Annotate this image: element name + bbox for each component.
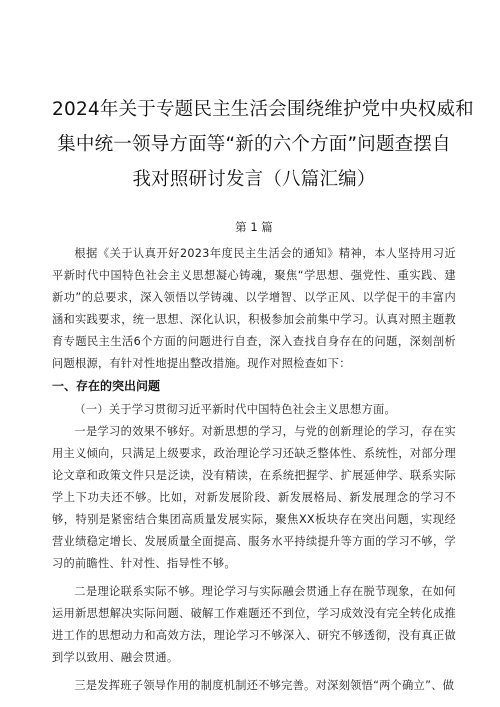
title-line-3: 我对照研讨发言（八篇汇编） [132,169,376,190]
paragraph-point-3: 三是发挥班子领导作用的制度机制还不够完善。对深刻领悟“两个确立”、做 [74,679,455,692]
paragraph-point-2: 二是理论联系实际不够。理论学习与实际融会贯通上存在脱节现象，在如何运用新思想解决实际问题、破解工作难题还不到位，学习成效没有完全转化成推进工作的思想动力和高效方法，理论学习不够深入、研究不够透彻，没有真正做到学以致用、融会贯通。 [52,585,456,664]
chapter-label: 第 1 篇 [235,220,273,234]
section-heading: 一、存在的突出问题 [52,379,161,393]
document-title [52,92,474,197]
title-line-1: 2024年关于专题民主生活会围绕维护党中央权威和 [52,99,474,120]
paragraph-point-1: 一是学习的效果不够好。对新思想的学习，与党的创新理论的学习，存在实用主义倾向，只满足上级要求，政治理论学习还缺乏整体性、系统性，对部分理论文章和政策文件只是泛读，没有精读，在系统把握学、扩展延伸学、联系实际学上下功夫还不够。比如，对新发展阶段、新发展格局、新发展理念的学习不够，特别是紧密结合集团高质量发展实际，聚焦XX板块存在突出问题，实现经营业绩稳定增长、发展质量全面提高、服务水平持续提升等方面的学习不够，学习的前瞻性、针对性、指导性不够。 [52,425,456,570]
subsection-heading: （一）关于学习贯彻习近平新时代中国特色社会主义思想方面。 [74,403,397,416]
title-line-2: 集中统一领导方面等“新的六个方面”问题查摆自 [57,134,451,155]
intro-paragraph: 根据《关于认真开好2023年度民主生活会的通知》精神，本人坚持用习近平新时代中国特色社会主义思想凝心铸魂，聚焦“学思想、强党性、重实践、建新功”的总要求，深入领悟以学铸魂、以学增智、以学正风、以学促干的丰富内涵和实践要求，统一思想、深化认识，积极参加会前集中学习。认真对照主题教育专题民主生活6个方面的问题进行自查，深入查找自身存在的问题，深刻剖析问题根源，有针对性地提出整改措施。现作对照检查如下： [52,247,456,370]
